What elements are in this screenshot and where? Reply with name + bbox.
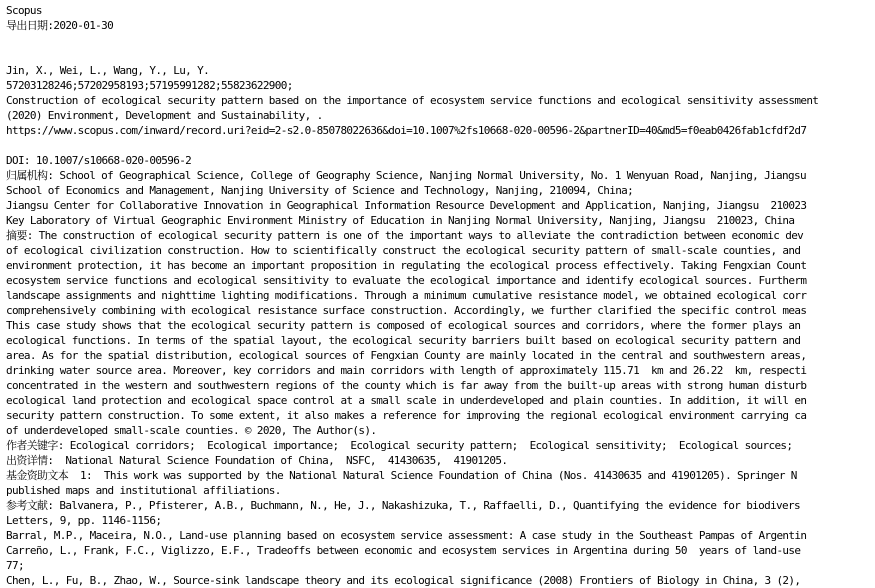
abstract-line: ecosystem service functions and ecological sensitivity to evaluate the ecological importance and identify ecological sources. Furtherm	[6, 274, 807, 287]
affiliation-line: 归属机构: School of Geographical Science, College of Geography Science, Nanjing Normal University, No. 1 Wenyuan Road, Nanjing, Jiangsu	[6, 169, 806, 182]
abstract-line: concentrated in the western and southwestern regions of the county which is far away from the built-up areas with strong human disturb	[6, 379, 807, 392]
blank-line	[6, 33, 875, 48]
abstract-line: ecological land protection and ecological space control at a small scale in underdeveloped and plain counties. In addition, it will en	[6, 394, 807, 407]
funding-details-line: 出资详情: National Natural Science Foundation of China, NSFC, 41430635, 41901205.	[6, 454, 508, 467]
source-line: Scopus	[6, 4, 42, 17]
keywords-line: 作者关键字: Ecological corridors; Ecological importance; Ecological security pattern; Ecological sensitivity; Ecological sources;	[6, 439, 793, 452]
abstract-line: environment protection, it has become an important proposition in regulating the ecological process effectively. Taking Fengxian Count	[6, 259, 807, 272]
abstract-line: landscape assignments and nighttime lighting modifications. Through a minimum cumulative resistance model, we obtained ecological corr	[6, 289, 807, 302]
url-line: https://www.scopus.com/inward/record.uri?eid=2-s2.0-85078022636&doi=10.1007%2fs10668-020-00596-2&partnerID=40&md5=f0eab0426fab1cfdf2d7	[6, 124, 807, 137]
authors-line: Jin, X., Wei, L., Wang, Y., Lu, Y.	[6, 64, 210, 77]
references-line: Carreño, L., Frank, F.C., Viglizzo, E.F., Tradeoffs between economic and ecosystem services in Argentina during 50 years of land-use	[6, 544, 801, 557]
blank-line	[6, 138, 875, 153]
abstract-line: drinking water source area. Moreover, key corridors and main corridors with length of approximately 115.71 km and 26.22 km, respecti	[6, 364, 807, 377]
abstract-line: 摘要: The construction of ecological security pattern is one of the important ways to alleviate the contradiction between economic dev	[6, 229, 804, 242]
affiliation-line: Jiangsu Center for Collaborative Innovation in Geographical Information Resource Development and Application, Nanjing, Jiangsu 210023	[6, 199, 807, 212]
funding-text-line: 基金资助文本 1: This work was supported by the National Natural Science Foundation of China (Nos. 41430635 and 41901205). Springer N	[6, 469, 797, 482]
abstract-line: area. As for the spatial distribution, ecological sources of Fengxian County are mainly located in the central and southwestern areas,	[6, 349, 807, 362]
export-date-line: 导出日期:2020-01-30	[6, 19, 114, 32]
references-line: Chen, L., Fu, B., Zhao, W., Source-sink landscape theory and its ecological significance (2008) Frontiers of Biology in China, 3 (2),	[6, 574, 801, 587]
references-line: Letters, 9, pp. 1146-1156;	[6, 514, 162, 527]
affiliation-line: School of Economics and Management, Nanjing University of Science and Technology, Nanjing, 210094, China;	[6, 184, 634, 197]
doi-line: DOI: 10.1007/s10668-020-00596-2	[6, 154, 192, 167]
affiliation-line: Key Laboratory of Virtual Geographic Environment Ministry of Education in Nanjing Normal University, Nanjing, Jiangsu 210023, China	[6, 214, 795, 227]
author-ids-line: 57203128246;57202958193;57195991282;55823622900;	[6, 79, 293, 92]
abstract-line: This case study shows that the ecological security pattern is composed of ecological sources and corridors, where the former plays an	[6, 319, 801, 332]
abstract-line: of ecological civilization construction. How to scientifically construct the ecological security pattern of small-scale counties, and	[6, 244, 801, 257]
references-line: 77;	[6, 559, 24, 572]
blank-line	[6, 48, 875, 63]
references-line: Barral, M.P., Maceira, N.O., Land-use planning based on ecosystem service assessment: A case study in the Southeast Pampas of Argentin	[6, 529, 807, 542]
abstract-line: security pattern construction. To some extent, it also makes a reference for improving the regional ecological environment carrying ca	[6, 409, 807, 422]
abstract-line: comprehensively combining with ecological resistance surface construction. Accordingly, we further clarified the specific control meas	[6, 304, 807, 317]
abstract-line: ecological functions. In terms of the spatial layout, the ecological security barriers built based on ecological security pattern and	[6, 334, 801, 347]
title-line: Construction of ecological security pattern based on the importance of ecosystem service functions and ecological sensitivity assessment	[6, 94, 819, 107]
references-line: 参考文献: Balvanera, P., Pfisterer, A.B., Buchmann, N., He, J., Nakashizuka, T., Raffaelli, D., Quantifying the evidence for biodivers	[6, 499, 800, 512]
citation-line: (2020) Environment, Development and Sustainability, .	[6, 109, 323, 122]
funding-text-line: published maps and institutional affiliations.	[6, 484, 281, 497]
abstract-line: of underdeveloped small-scale counties. © 2020, The Author(s).	[6, 424, 377, 437]
